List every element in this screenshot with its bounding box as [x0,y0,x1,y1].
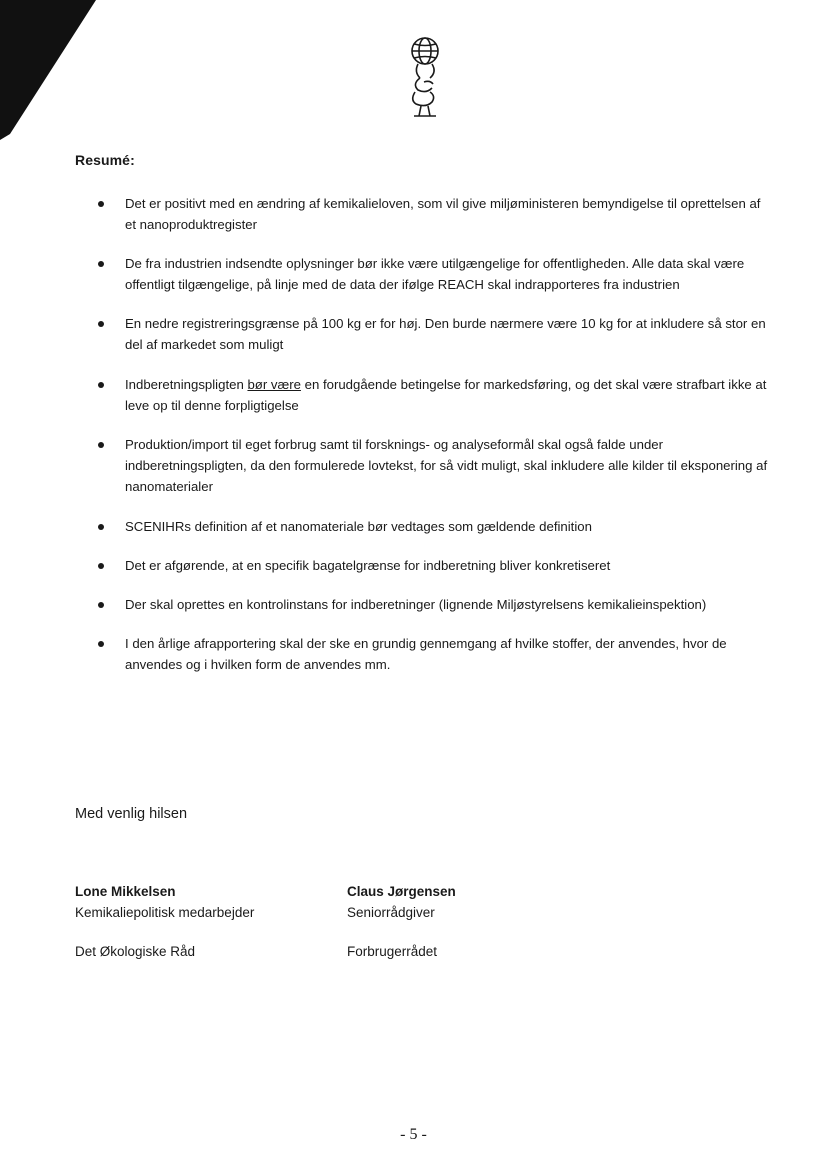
bullet-icon [98,321,104,327]
signatory-name: Lone Mikkelsen [75,884,176,899]
underlined-emphasis: bør være [247,377,301,392]
list-item-text: En nedre registreringsgrænse på 100 kg er for høj. Den burde nærmere være 10 kg for at inkludere så stor en del af markedet som muligt [125,316,766,352]
list-item-text: I den årlige afrapportering skal der ske en grundig gennemgang af hvilke stoffer, der anvendes, hvor de anvendes og i hvilken form de anvendes mm. [125,636,727,672]
signatory-name: Claus Jørgensen [347,884,456,899]
list-item-text: Produktion/import til eget forbrug samt til forsknings- og analyseformål skal også falde under indberetningspligten, da den formulerede lovtekst, for så vidt muligt, skal inkludere alle kilder til eksponering af nanomaterialer [125,437,768,494]
globe-figure-logo-icon [400,34,450,118]
signatory-role: Seniorrådgiver [347,905,435,920]
list-item [98,193,778,235]
signatory-left [75,881,254,962]
list-item [98,374,778,416]
signatory-role: Kemikaliepolitisk medarbejder [75,905,255,920]
signatory-organization: Det Økologiske Råd [75,944,196,959]
list-item-text: De fra industrien indsendte oplysninger bør ikke være utilgængelige for offentligheden. Alle data skal være offentligt tilgængelige, på linje med de data der ifølge REACH skal indrapporteres fra industrien [125,256,745,292]
closing-greeting: Med venlig hilsen [75,806,188,822]
bullet-icon [98,641,104,647]
list-item [98,516,778,537]
bullet-icon [98,201,104,207]
list-item [98,313,778,355]
summary-heading: Resumé: [75,152,135,168]
list-item [98,434,778,497]
bullet-icon [98,602,104,608]
list-item-text-end: en forudgående betingelse for markedsføring, og det skal være strafbart ikke at leve op til denne forpligtigelse [125,377,767,413]
bullet-icon [98,524,104,530]
signatory-right [347,881,456,962]
signatory-organization: Forbrugerrådet [347,944,438,959]
list-item-text: Det er positivt med en ændring af kemikalieloven, som vil give miljøministeren bemyndigelse til oprettelsen af et nanoproduktregister [125,196,761,232]
bullet-icon [98,382,104,388]
page-number: - 5 - [400,1126,427,1143]
list-item-text-start: Indberetningspligten [125,377,248,392]
list-item [98,253,778,295]
corner-triangle-mark [0,0,110,140]
bullet-icon [98,563,104,569]
bullet-icon [98,261,104,267]
list-item-text: SCENIHRs definition af et nanomateriale bør vedtages som gældende definition [125,519,592,534]
list-item-text: Det er afgørende, at en specifik bagatelgrænse for indberetning bliver konkretiseret [125,558,611,573]
list-item [98,594,778,615]
bullet-icon [98,442,104,448]
list-item-text [125,374,775,416]
list-item-text: Der skal oprettes en kontrolinstans for indberetninger (lignende Miljøstyrelsens kemikalieinspektion) [125,597,707,612]
list-item [98,555,778,576]
list-item [98,633,778,675]
